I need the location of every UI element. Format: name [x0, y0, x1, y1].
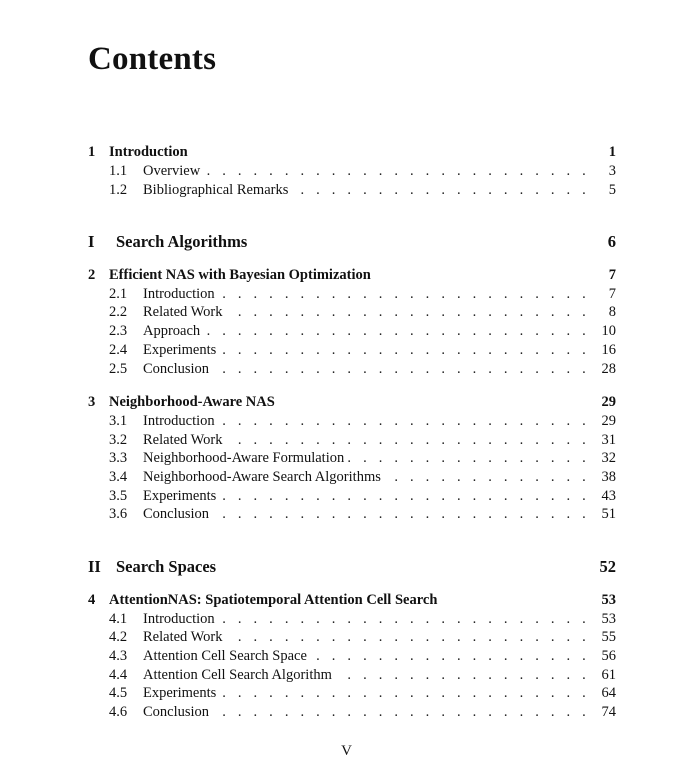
toc-section-row[interactable] [88, 610, 616, 629]
toc-chapter-title[interactable]: Efficient NAS with Bayesian Optimization [109, 266, 375, 285]
toc-part-number: II [88, 557, 101, 576]
toc-section-title[interactable]: Experiments [143, 487, 220, 506]
toc-part-row[interactable] [88, 231, 616, 253]
toc-section-number: 4.5 [109, 685, 128, 701]
toc-section-title[interactable]: Neighborhood-Aware Search Algorithms [143, 468, 385, 487]
toc-page-number: 53 [598, 591, 617, 610]
toc-section-number: 2.1 [109, 286, 128, 302]
toc-section-number: 1.2 [109, 182, 128, 198]
toc-chapter-row[interactable] [88, 393, 616, 412]
toc-chapter-row[interactable] [88, 266, 616, 285]
toc-section-number: 4.6 [109, 704, 128, 720]
toc-section-title[interactable]: Bibliographical Remarks [143, 181, 292, 200]
toc-page-number: 61 [598, 666, 617, 685]
toc-chapter-number: 2 [88, 267, 96, 283]
toc-section-title[interactable]: Attention Cell Search Algorithm [143, 666, 336, 685]
toc-page-number: 7 [605, 266, 616, 285]
toc-section-number: 2.3 [109, 323, 128, 339]
toc-section-title[interactable]: Attention Cell Search Space [143, 647, 311, 666]
toc-section-title[interactable]: Conclusion [143, 703, 213, 722]
toc-part-title[interactable]: Search Algorithms [116, 231, 251, 253]
toc-section-title[interactable]: Introduction [143, 610, 219, 629]
toc-part-row[interactable] [88, 556, 616, 578]
toc-section-row[interactable] [88, 181, 616, 200]
toc-chapter-row[interactable] [88, 591, 616, 610]
toc-section-title[interactable]: Related Work [143, 628, 227, 647]
toc-page-number: 6 [604, 231, 616, 253]
toc-section-number: 3.3 [109, 450, 128, 466]
toc-page-number: 56 [598, 647, 617, 666]
toc-part-number: I [88, 232, 95, 251]
toc-page-number: 3 [605, 162, 616, 181]
toc-page-number: 1 [605, 143, 616, 162]
toc-section-title[interactable]: Related Work [143, 303, 227, 322]
toc-page-number: 7 [605, 285, 616, 304]
toc-section-title[interactable]: Introduction [143, 285, 219, 304]
toc-section-number: 3.2 [109, 432, 128, 448]
toc-section-row[interactable] [88, 647, 616, 666]
toc-section-row[interactable] [88, 162, 616, 181]
toc-section-row[interactable] [88, 285, 616, 304]
toc-section-row[interactable] [88, 684, 616, 703]
toc-section-row[interactable] [88, 628, 616, 647]
toc-page-number: 53 [598, 610, 617, 629]
toc-section-row[interactable] [88, 412, 616, 431]
toc-section-title[interactable]: Neighborhood-Aware Formulation [143, 449, 348, 468]
toc-page-number: 29 [598, 393, 617, 412]
toc-chapter-number: 1 [88, 144, 96, 160]
toc-section-row[interactable] [88, 341, 616, 360]
toc-section-number: 3.1 [109, 413, 128, 429]
toc-section-number: 4.3 [109, 648, 128, 664]
toc-section-number: 3.5 [109, 488, 128, 504]
toc-section-row[interactable] [88, 487, 616, 506]
toc-page-number: 31 [598, 431, 617, 450]
toc-section-title[interactable]: Approach [143, 322, 204, 341]
toc-page-number: 8 [605, 303, 616, 322]
toc-section-number: 4.4 [109, 667, 128, 683]
toc-page-number: 51 [598, 505, 617, 524]
toc-page-number: 5 [605, 181, 616, 200]
toc-page-number: 28 [598, 360, 617, 379]
toc-page-number: 64 [598, 684, 617, 703]
toc-section-row[interactable] [88, 666, 616, 685]
toc-chapter-row[interactable] [88, 143, 616, 162]
toc-page-number: 55 [598, 628, 617, 647]
toc-section-number: 2.4 [109, 342, 128, 358]
toc-section-number: 2.2 [109, 304, 128, 320]
toc-section-title[interactable]: Experiments [143, 341, 220, 360]
toc-section-row[interactable] [88, 468, 616, 487]
toc-section-row[interactable] [88, 360, 616, 379]
toc-page-number: 43 [598, 487, 617, 506]
toc-page-number: 16 [598, 341, 617, 360]
toc-section-row[interactable] [88, 505, 616, 524]
dot-leader [143, 322, 590, 341]
toc-chapter-title[interactable]: AttentionNAS: Spatiotemporal Attention Cell Search [109, 591, 441, 610]
toc-section-number: 3.6 [109, 506, 128, 522]
toc-chapter-title[interactable]: Neighborhood-Aware NAS [109, 393, 279, 412]
toc-page-number: 10 [598, 322, 617, 341]
toc-section-title[interactable]: Introduction [143, 412, 219, 431]
toc-section-row[interactable] [88, 303, 616, 322]
toc-section-row[interactable] [88, 449, 616, 468]
toc-page-number: 32 [598, 449, 617, 468]
toc-section-number: 3.4 [109, 469, 128, 485]
page-number-footer: V [341, 743, 352, 759]
toc-section-row[interactable] [88, 431, 616, 450]
toc-section-number: 2.5 [109, 361, 128, 377]
toc-section-row[interactable] [88, 703, 616, 722]
toc-part-title[interactable]: Search Spaces [116, 556, 220, 578]
toc-section-title[interactable]: Conclusion [143, 505, 213, 524]
toc-page-number: 29 [598, 412, 617, 431]
toc-section-number: 4.1 [109, 611, 128, 627]
toc-chapter-title[interactable]: Introduction [109, 143, 192, 162]
toc-section-number: 1.1 [109, 163, 128, 179]
toc-section-title[interactable]: Conclusion [143, 360, 213, 379]
toc-chapter-number: 4 [88, 592, 96, 608]
toc-section-title[interactable]: Related Work [143, 431, 227, 450]
toc-section-row[interactable] [88, 322, 616, 341]
toc-page-number: 52 [596, 556, 617, 578]
toc-page-number: 38 [598, 468, 617, 487]
dot-leader [143, 162, 590, 181]
page-title: Contents [88, 41, 217, 77]
toc-section-title[interactable]: Overview [143, 162, 204, 181]
toc-page-number: 74 [598, 703, 617, 722]
toc-section-title[interactable]: Experiments [143, 684, 220, 703]
toc-section-number: 4.2 [109, 629, 128, 645]
toc-chapter-number: 3 [88, 394, 96, 410]
